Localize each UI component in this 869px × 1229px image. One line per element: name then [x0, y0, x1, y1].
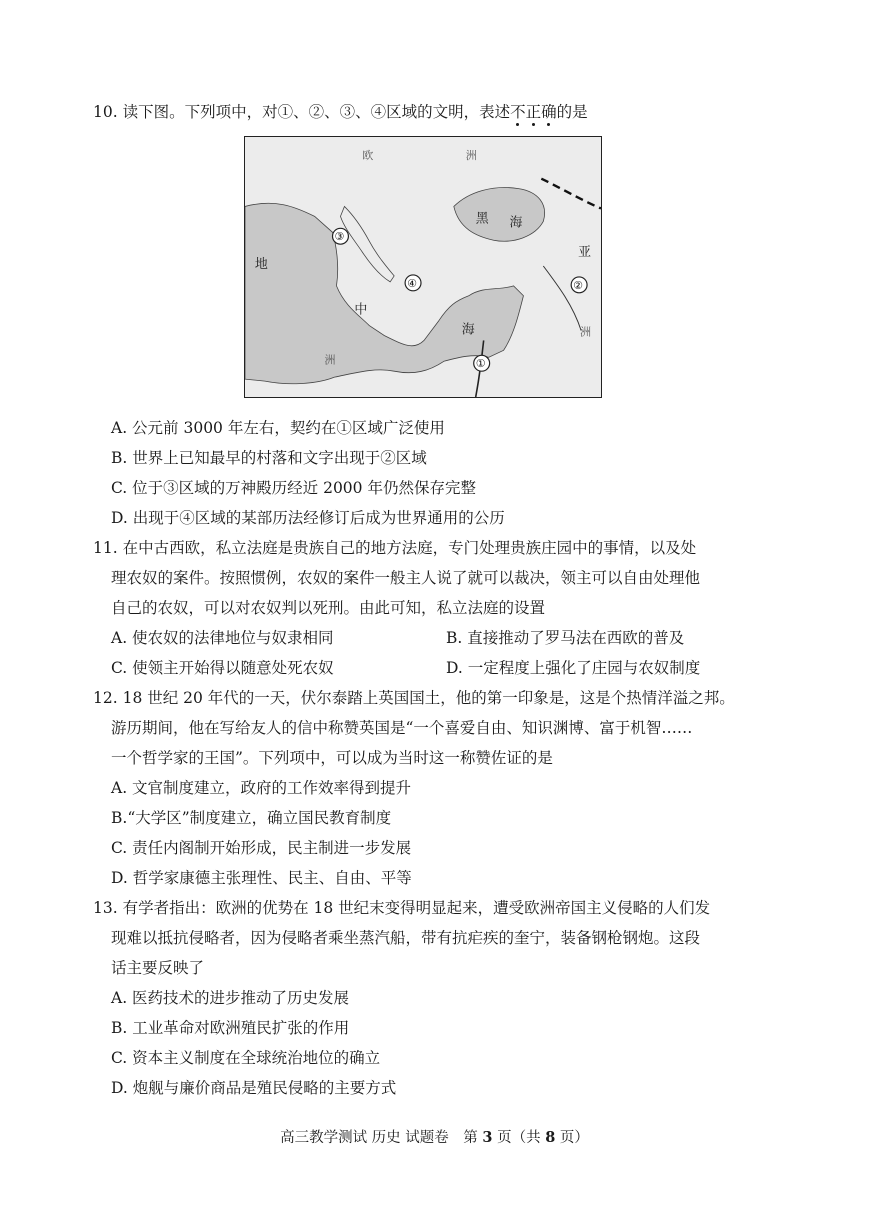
q11-option-a[interactable]: A. 使农奴的法律地位与奴隶相同 [111, 629, 334, 647]
q10-option-b[interactable]: B. 世界上已知最早的村落和文字出现于②区域 [111, 449, 427, 467]
q12-option-c[interactable]: C. 责任内阁制开始形成，民主制进一步发展 [111, 839, 412, 857]
label-med-3: 海 [461, 322, 475, 338]
q12-stem-line-2: 游历期间，他在写给友人的信中称赞英国是“一个喜爱自由、知识渊博、富于机智…… [111, 719, 693, 737]
q10-option-d[interactable]: D. 出现于④区域的某部历法经修订后成为世界通用的公历 [111, 509, 505, 527]
page-footer: 高三教学测试 历史 试题卷 第 3 页（共 8 页） [280, 1129, 589, 1146]
q13-option-a[interactable]: A. 医药技术的进步推动了历史发展 [111, 989, 350, 1007]
mediterranean-map [244, 136, 602, 398]
q12-option-a[interactable]: A. 文官制度建立，政府的工作效率得到提升 [111, 779, 412, 797]
q10-emphasis-1: 不 [510, 103, 526, 121]
q13-option-b[interactable]: B. 工业革命对欧洲殖民扩张的作用 [111, 1019, 350, 1037]
page-number: 3 [482, 1129, 493, 1146]
q11-option-b[interactable]: B. 直接推动了罗马法在西欧的普及 [446, 629, 685, 647]
q13-stem-line-2: 现难以抵抗侵略者，因为侵略者乘坐蒸汽船，带有抗疟疾的奎宁，装备钢枪钢炮。这段 [111, 929, 701, 947]
label-black-2: 海 [509, 215, 523, 231]
label-africa: 洲 [324, 353, 336, 367]
label-med-2: 中 [354, 302, 368, 318]
label-med-1: 地 [254, 257, 268, 272]
q10-option-c[interactable]: C. 位于③区域的万神殿历经近 2000 年仍然保存完整 [111, 479, 476, 497]
q12-stem-line-1: 12. 18 世纪 20 年代的一天，伏尔泰踏上英国国土，他的第一印象是，这是个热情洋溢之邦。 [93, 689, 735, 707]
q11-stem-line-1: 11. 在中古西欧，私立法庭是贵族自己的地方法庭，专门处理贵族庄园中的事情，以及处 [93, 539, 697, 557]
page-total: 8 [545, 1129, 556, 1146]
q11-option-d[interactable]: D. 一定程度上强化了庄园与农奴制度 [446, 659, 701, 677]
label-europe-1: 欧 [362, 148, 374, 162]
q12-option-d[interactable]: D. 哲学家康德主张理性、民主、自由、平等 [111, 869, 412, 887]
q11-option-c[interactable]: C. 使领主开始得以随意处死农奴 [111, 659, 334, 677]
q13-option-d[interactable]: D. 炮舰与廉价商品是殖民侵略的主要方式 [111, 1079, 397, 1097]
q13-option-c[interactable]: C. 资本主义制度在全球统治地位的确立 [111, 1049, 381, 1067]
q11-stem-line-3: 自己的农奴，可以对农奴判以死刑。由此可知，私立法庭的设置 [111, 599, 546, 617]
marker-1: ① [475, 357, 486, 371]
q13-stem-line-3: 话主要反映了 [111, 959, 205, 977]
q12-stem-line-3: 一个哲学家的王国”。下列项中，可以成为当时这一称赞佐证的是 [111, 749, 553, 767]
label-asia-1: 亚 [578, 245, 592, 261]
q10-emphasis-2: 正 [525, 103, 542, 121]
marker-3: ③ [334, 230, 345, 244]
q10-emphasis-3: 确 [541, 103, 557, 121]
label-europe-2: 洲 [465, 148, 477, 162]
label-asia-2: 洲 [580, 325, 592, 339]
q13-stem-line-1: 13. 有学者指出：欧洲的优势在 18 世纪末变得明显起来，遭受欧洲帝国主义侵略的人们发 [93, 899, 711, 917]
q12-option-b[interactable]: B.“大学区”制度建立，确立国民教育制度 [111, 809, 392, 827]
q10-stem: 10. 读下图。下列项中，对①、②、③、④区域的文明，表述不正确的是 [93, 103, 588, 121]
marker-2: ② [573, 278, 583, 292]
q10-option-a[interactable]: A. 公元前 3000 年左右，契约在①区域广泛使用 [111, 419, 445, 437]
label-black-1: 黑 [475, 211, 489, 227]
q11-stem-line-2: 理农奴的案件。按照惯例，农奴的案件一般主人说了就可以裁决，领主可以自由处理他 [111, 569, 701, 587]
marker-4: ④ [407, 276, 417, 290]
